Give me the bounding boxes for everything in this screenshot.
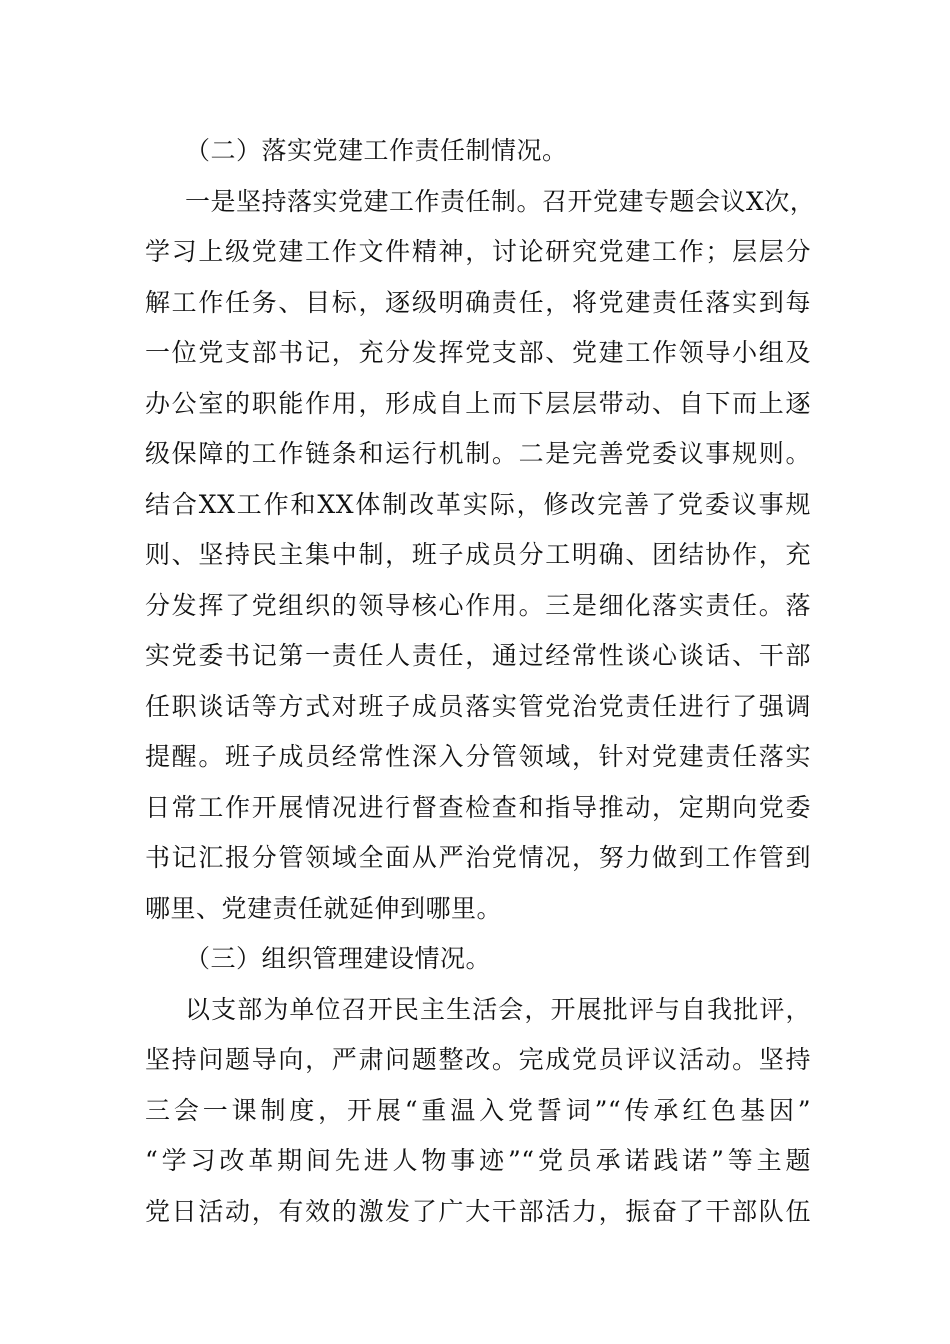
paragraph-line: 分发挥了党组织的领导核心作用。三是细化落实责任。落 <box>145 590 811 620</box>
section-heading: （二）落实党建工作责任制情况。 <box>185 136 568 165</box>
paragraph-line: 办公室的职能作用，形成自上而下层层带动、自下而上逐 <box>145 388 811 418</box>
document-body <box>145 126 816 1237</box>
paragraph-line: 则、坚持民主集中制，班子成员分工明确、团结协作，充 <box>145 540 811 569</box>
paragraph-line: 任职谈话等方式对班子成员落实管党治党责任进行了强调 <box>145 691 811 721</box>
paragraph-line: 哪里、党建责任就延伸到哪里。 <box>145 893 503 923</box>
paragraph-line: 坚持问题导向，严肃问题整改。完成党员评议活动。坚持 <box>145 1045 811 1074</box>
paragraph-line: 党日活动，有效的激发了广大干部活力，振奋了干部队伍 <box>145 1196 811 1226</box>
paragraph-line: 解工作任务、目标，逐级明确责任，将党建责任落实到每 <box>145 287 811 317</box>
paragraph-line: 一是坚持落实党建工作责任制。召开党建专题会议X次， <box>185 186 816 216</box>
paragraph-line: 结合XX工作和XX体制改革实际，修改完善了党委议事规 <box>145 489 811 519</box>
paragraph-line: 级保障的工作链条和运行机制。二是完善党委议事规则。 <box>145 439 811 468</box>
paragraph-line: 以支部为单位召开民主生活会，开展批评与自我批评， <box>185 994 811 1024</box>
paragraph-line: 日常工作开展情况进行督查检查和指导推动，定期向党委 <box>145 792 811 822</box>
paragraph-line: 书记汇报分管领域全面从严治党情况，努力做到工作管到 <box>145 843 811 872</box>
paragraph-line: “学习改革期间先进人物事迹”“党员承诺践诺”等主题 <box>145 1146 811 1175</box>
paragraph-line: 学习上级党建工作文件精神，讨论研究党建工作；层层分 <box>145 237 811 266</box>
paragraph-line: 一位党支部书记，充分发挥党支部、党建工作领导小组及 <box>145 338 811 367</box>
paragraph-line: 提醒。班子成员经常性深入分管领域，针对党建责任落实 <box>145 742 811 771</box>
paragraph-line: 三会一课制度，开展“重温入党誓词”“传承红色基因” <box>145 1095 811 1125</box>
section-heading: （三）组织管理建设情况。 <box>185 944 492 973</box>
paragraph-line: 实党委书记第一责任人责任，通过经常性谈心谈话、干部 <box>145 641 811 670</box>
